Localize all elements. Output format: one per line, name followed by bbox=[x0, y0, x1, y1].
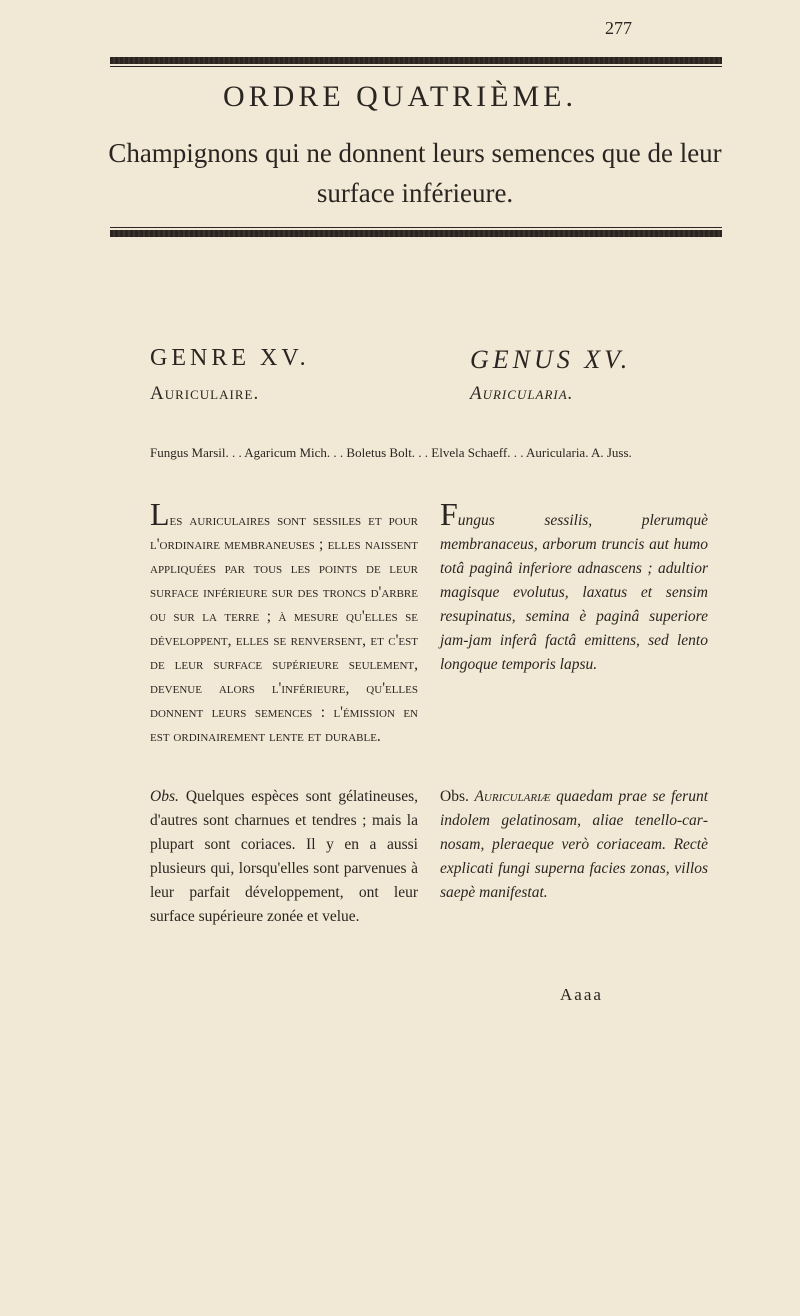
obs-genus-la: Auriculariæ bbox=[474, 788, 551, 805]
genre-title-la: GENUS XV. bbox=[470, 345, 632, 374]
obs-text-la: quaedam prae se ferunt indolem gelatinosam, aliae tenello-carnosam, pleraeque verò coriaceam. Rectè explicati fungi superna facies zonas, villos saepè manifestat. bbox=[440, 788, 708, 901]
drop-cap-fr: L bbox=[150, 496, 170, 532]
description-la bbox=[440, 496, 708, 677]
genre-name-fr: Auriculaire. bbox=[150, 383, 260, 404]
top-rule bbox=[110, 57, 722, 64]
signature-mark: Aaaa bbox=[560, 985, 603, 1004]
obs-label-la: Obs. bbox=[440, 788, 469, 805]
description-fr bbox=[150, 496, 418, 749]
obs-label-fr: Obs. bbox=[150, 788, 179, 805]
order-title: ORDRE QUATRIÈME. bbox=[223, 80, 577, 113]
top-rule-thin bbox=[110, 66, 722, 67]
observations-la bbox=[440, 785, 708, 905]
observations-fr bbox=[150, 785, 418, 929]
description-fr-text: es auriculaires sont sessiles et pour l'ordinaire membraneuses ; elles naissent appliquées par tous les points de leur surface inférieure sur des troncs d'arbre ou sur la terre ; à mesure qu'elles se développent, elles se renversent, et c'est de leur surface supérieure seulement, devenue alors l'inférieure, qu'elles donnent leurs semences : l'émission en est ordinairement lente et durable. bbox=[150, 512, 418, 745]
mid-rule bbox=[110, 230, 722, 237]
description-la-text: ungus sessilis, plerumquè membranaceus, arborum truncis aut humo totâ paginâ inferiore adnascens ; adultior magisque evolutus, laxatus et sensim resupinatus, semina è paginâ superiore jam-jam inferâ factâ emittens, sed lento longoque temporis lapsu. bbox=[440, 512, 708, 673]
drop-cap-la: F bbox=[440, 496, 458, 532]
genre-name-la: Auricularia. bbox=[470, 383, 574, 404]
genre-title-fr: GENRE XV. bbox=[150, 345, 310, 371]
obs-text-fr: Quelques espèces sont gélatineuses, d'autres sont charnues et tendres ; mais la plupart sont coriaces. Il y en a aussi plusieurs qui, lorsqu'elles sont parvenues à leur parfait développement, ont leur surface supérieure zonée et velue. bbox=[150, 788, 418, 925]
order-subtitle: Champignons qui ne donnent leurs semences que de leur surface inférieure. bbox=[108, 138, 722, 208]
page-number: 277 bbox=[605, 18, 632, 38]
synonyms: Fungus Marsil. . . Agaricum Mich. . . Boletus Bolt. . . Elvela Schaeff. . . Auricularia. A. Juss. bbox=[150, 445, 632, 460]
mid-rule-thin bbox=[110, 227, 722, 228]
